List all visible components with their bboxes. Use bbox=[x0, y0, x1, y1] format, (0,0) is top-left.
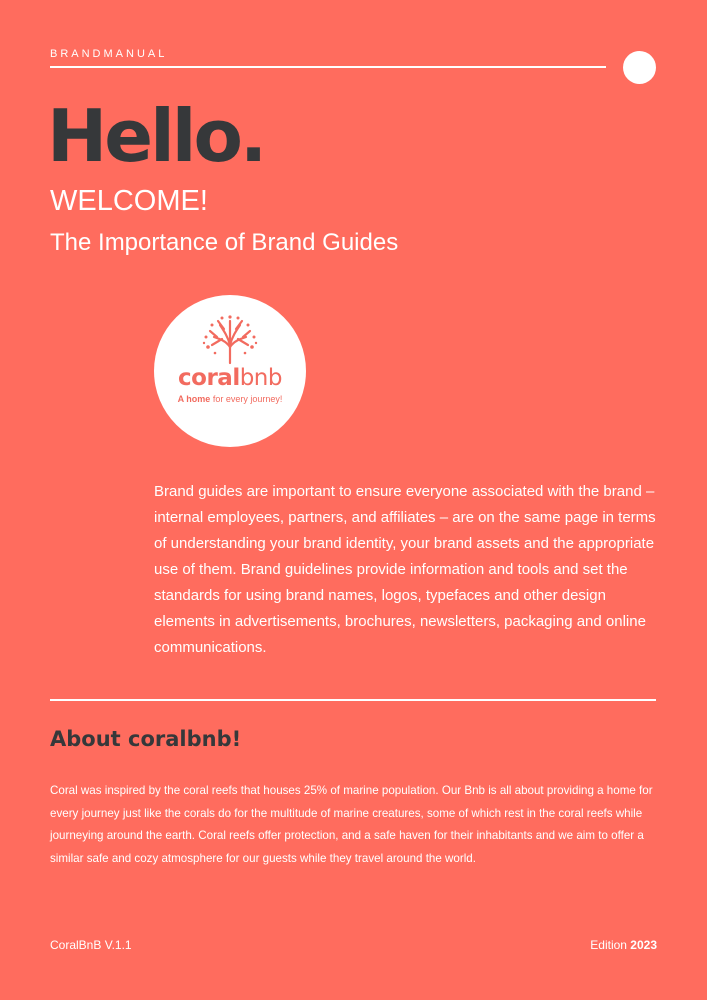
welcome-heading: WELCOME! bbox=[50, 185, 208, 217]
about-heading: About coralbnb! bbox=[50, 727, 242, 751]
logo-wordmark: coralbnb bbox=[178, 365, 282, 391]
about-paragraph: Coral was inspired by the coral reefs that houses 25% of marine population. Our Bnb is all about providing a home for every journey just like the corals do for the multitude of marine creatures, some of which rest in the coral reefs while journeying around the earth. Coral reefs offer protection, and a safe haven for their inhabitants and we aim to offer a similar safe and cozy atmosphere for our guests while they travel around the world. bbox=[50, 784, 653, 865]
intro-paragraph: Brand guides are important to ensure everyone associated with the brand – internal employees, partners, and affiliates – are on the same page in terms of understanding your brand identity, your brand assets and the appropriate use of them. Brand guidelines provide information and tools and set the standards for using brand names, logos, typefaces and other design elements in advertisements, brochures, newsletters, packaging and online communications. bbox=[154, 483, 656, 656]
section-divider bbox=[50, 699, 656, 701]
page-subtitle: The Importance of Brand Guides bbox=[50, 229, 399, 256]
coral-tree-icon bbox=[200, 315, 260, 365]
brand-manual-label: BRANDMANUAL bbox=[50, 48, 168, 60]
header-divider bbox=[50, 66, 606, 68]
version-label: CoralBnB V.1.1 bbox=[50, 938, 132, 952]
edition-label: Edition 2023 bbox=[590, 938, 657, 952]
coralbnb-logo bbox=[154, 295, 306, 447]
hello-heading: Hello. bbox=[47, 94, 265, 178]
header-circle-icon bbox=[623, 51, 656, 84]
logo-tagline: A home for every journey! bbox=[177, 394, 283, 404]
